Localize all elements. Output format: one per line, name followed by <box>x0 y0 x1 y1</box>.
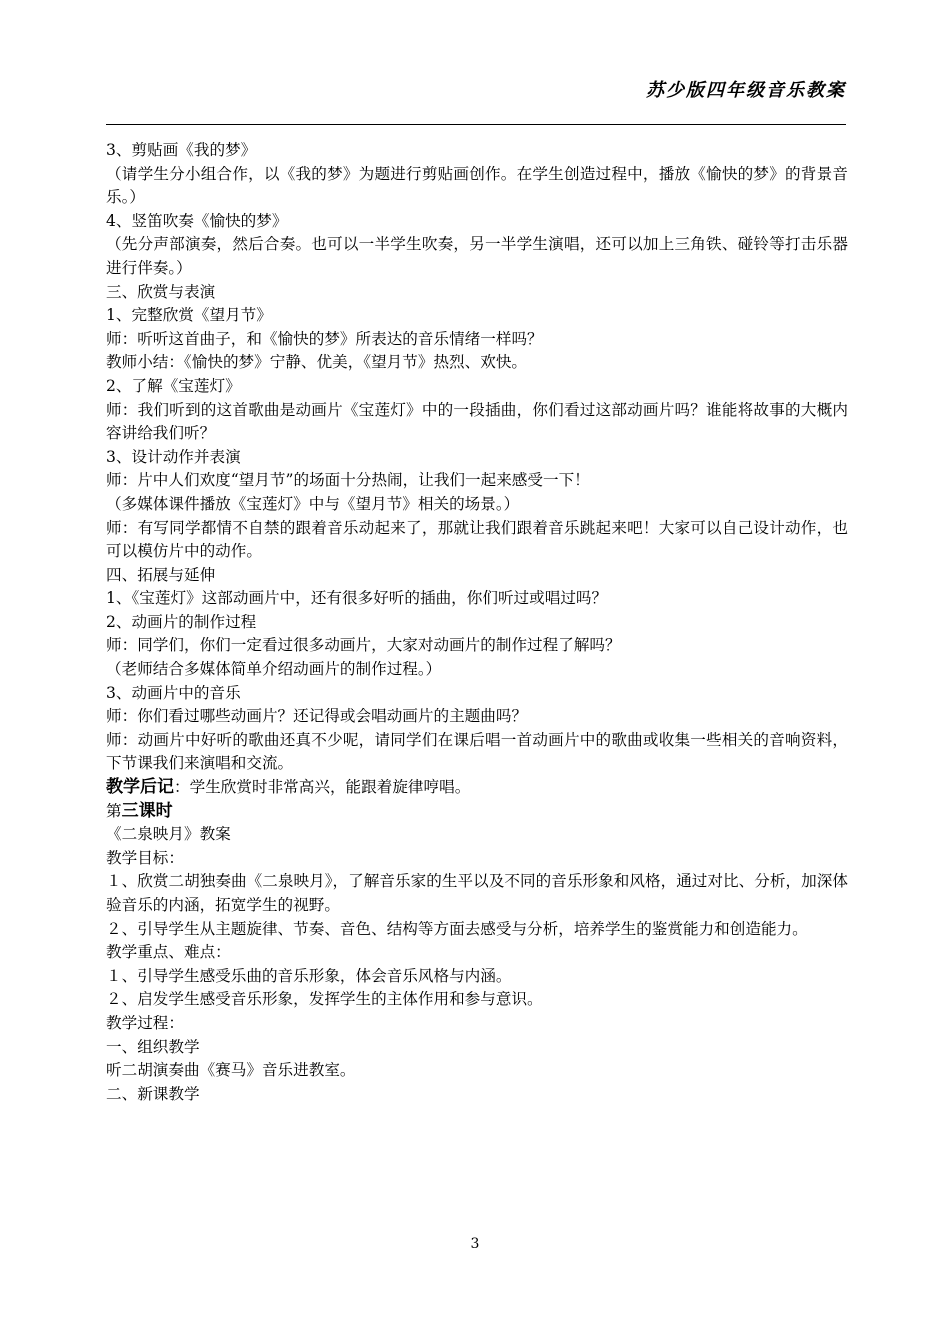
section-heading: 一、组织教学 <box>106 1037 200 1056</box>
header-rule <box>106 124 846 125</box>
paragraph: 教学目标： <box>106 848 184 867</box>
paragraph: １、欣赏二胡独奏曲《二泉映月》，了解音乐家的生平以及不同的音乐形象和风格，通过对比、分析，加深体验音乐的内涵，拓宽学生的视野。 <box>106 872 848 914</box>
paragraph: 师：动画片中好听的歌曲还真不少呢，请同学们在课后唱一首动画片中的歌曲或收集一些相关的音响资料，下节课我们来演唱和交流。 <box>106 730 848 773</box>
paragraph: 师：听听这首曲子，和《愉快的梦》所表达的音乐情绪一样吗？ <box>106 329 543 348</box>
paragraph: 教学重点、难点： <box>106 943 231 962</box>
paragraph: 师：片中人们欢度“望月节”的场面十分热闹，让我们一起来感受一下！ <box>106 471 590 490</box>
paragraph: （先分声部演奏，然后合奏。也可以一半学生吹奏，另一半学生演唱，还可以加上三角铁、碰铃等打击乐器进行伴奏。） <box>106 235 848 277</box>
section-heading: 三、欣赏与表演 <box>106 282 216 301</box>
lesson-heading <box>106 800 848 824</box>
paragraph: 1、《宝莲灯》这部动画片中，还有很多好听的插曲，你们听过或唱过吗？ <box>106 589 608 608</box>
teaching-notes-label: 教学后记 <box>106 777 174 798</box>
paragraph: 3、剪贴画《我的梦》 <box>106 141 257 159</box>
section-heading: 二、新课教学 <box>106 1084 200 1103</box>
paragraph: ２、启发学生感受音乐形象，发挥学生的主体作用和参与意识。 <box>106 990 543 1009</box>
paragraph: 2、动画片的制作过程 <box>106 612 257 631</box>
section-heading: 四、拓展与延伸 <box>106 565 216 584</box>
paragraph: 1、完整欣赏《望月节》 <box>106 306 272 325</box>
paragraph: 师：你们看过哪些动画片？还记得或会唱动画片的主题曲吗？ <box>106 707 528 726</box>
document-body <box>106 139 848 1106</box>
header-title: 苏少版四年级音乐教案 <box>646 80 846 101</box>
page-number: 3 <box>470 1236 480 1252</box>
paragraph: （多媒体课件播放《宝莲灯》中与《望月节》相关的场景。） <box>106 494 520 513</box>
paragraph: １、引导学生感受乐曲的音乐形象，体会音乐风格与内涵。 <box>106 966 512 985</box>
paragraph: （请学生分小组合作，以《我的梦》为题进行剪贴画创作。在学生创造过程中，播放《愉快的梦》的背景音乐。） <box>106 164 848 207</box>
teaching-notes <box>106 776 848 800</box>
paragraph: 听二胡演奏曲《赛马》音乐进教室。 <box>106 1061 356 1080</box>
paragraph: 师：有写同学都情不自禁的跟着音乐动起来了，那就让我们跟着音乐跳起来吧！大家可以自己设计动作，也可以模仿片中的动作。 <box>106 518 848 561</box>
paragraph: 师：我们听到的这首歌曲是动画片《宝莲灯》中的一段插曲，你们看过这部动画片吗？谁能将故事的大概内容讲给我们听？ <box>106 400 848 443</box>
paragraph: 2、了解《宝莲灯》 <box>106 376 241 395</box>
lesson-heading-strong: 三课时 <box>121 800 173 821</box>
paragraph: 3、动画片中的音乐 <box>106 683 241 702</box>
paragraph: （老师结合多媒体简单介绍动画片的制作过程。） <box>106 660 442 679</box>
paragraph: 教学过程： <box>106 1013 184 1032</box>
lesson-heading-prefix: 第 <box>106 801 122 820</box>
teaching-notes-text: ：学生欣赏时非常高兴，能跟着旋律哼唱。 <box>174 778 471 797</box>
paragraph: ２、引导学生从主题旋律、节奏、音色、结构等方面去感受与分析，培养学生的鉴赏能力和创造能力。 <box>106 919 808 938</box>
paragraph: 《二泉映月》教案 <box>106 825 231 844</box>
paragraph: 4、竖笛吹奏《愉快的梦》 <box>106 211 288 230</box>
paragraph: 师：同学们，你们一定看过很多动画片，大家对动画片的制作过程了解吗？ <box>106 636 621 655</box>
paragraph: 3、设计动作并表演 <box>106 447 241 466</box>
paragraph: 教师小结：《愉快的梦》宁静、优美，《望月节》热烈、欢快。 <box>106 353 528 372</box>
